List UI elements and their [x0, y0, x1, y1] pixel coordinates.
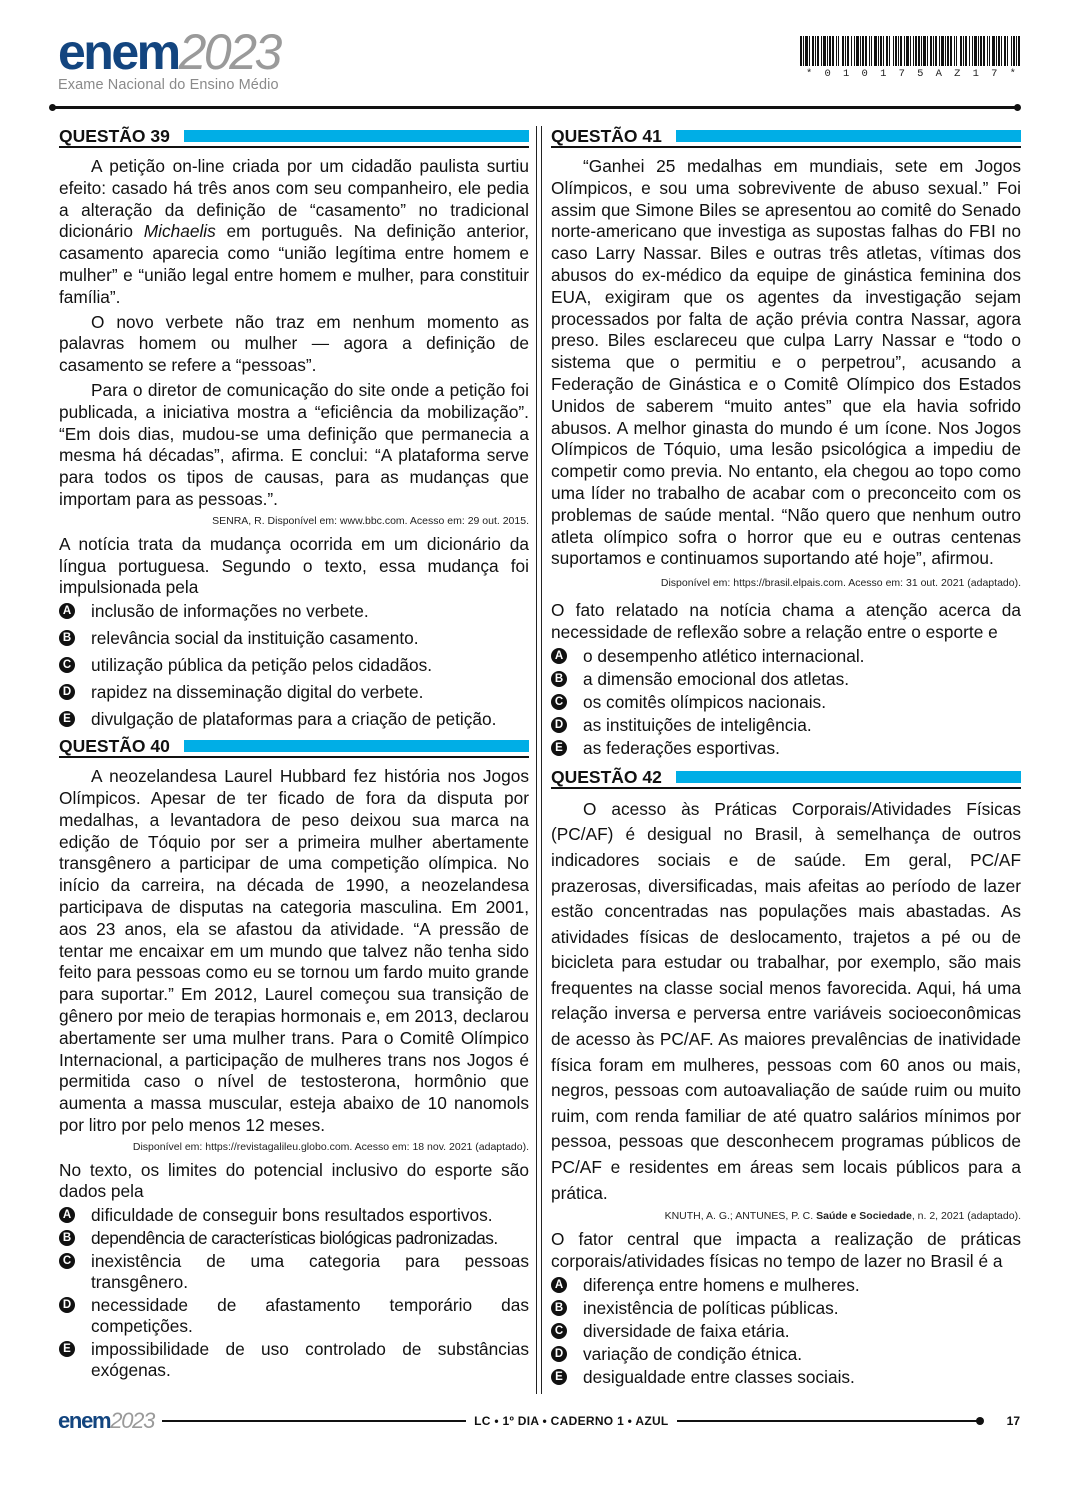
option-letter-icon: B [59, 1230, 75, 1246]
question-text: O acesso às Práticas Corporais/Atividades Físicas (PC/AF) é desigual no Brasil, à semelhança de outros indicadores sociais e de saúde. Em geral, PC/AF prazerosas, diversificadas, mais afeitas ao período de lazer estão concentradas nas populações mais abastadas. As atividades físicas de deslocamento, trajetos a pé ou de bicicleta para estudar ou trabalhar, por exemplo, são mais frequentes na classe social menos favorecida. Aqui, há uma relação inversa e perversa entre variáveis socioeconômicas de acesso às PC/AF. As maiores prevalências de inatividade física foram em mulheres, pessoas com 60 anos ou mais, negros, pessoas com autoavaliação de saúde ruim ou muito ruim, com renda familiar de até quatro salários mínimos por pessoa, pessoas que desconhecem programas públicos de PC/AF e residentes em áreas sem locais públicos para a prática. [551, 798, 1021, 1203]
option-letter-icon: D [551, 1346, 567, 1362]
option-b[interactable]: B inexistência de políticas públicas. [551, 1298, 1021, 1319]
footer-enem-logo: enem2023 [58, 1408, 155, 1433]
option-c[interactable]: C diversidade de faixa etária. [551, 1321, 1021, 1342]
option-letter-icon: C [59, 657, 75, 673]
question-text: O novo verbete não traz em nenhum momento as palavras homem ou mulher — agora a definição de casamento se refere a “pessoas”. [59, 311, 529, 376]
question-title: QUESTÃO 39 [59, 126, 170, 146]
option-letter-icon: A [551, 648, 567, 664]
option-e[interactable]: E desigualdade entre classes sociais. [551, 1367, 1021, 1388]
column-divider [536, 126, 542, 1394]
option-letter-icon: B [551, 671, 567, 687]
right-column [551, 126, 1021, 1390]
page-header [58, 24, 280, 93]
option-letter-icon: D [59, 684, 75, 700]
option-c[interactable]: C inexistência de uma categoria para pessoas transgênero. [59, 1251, 529, 1293]
option-d[interactable]: D as instituições de inteligência. [551, 715, 1021, 736]
question-header [551, 126, 1021, 148]
answer-options [551, 1275, 1021, 1388]
option-letter-icon: A [551, 1277, 567, 1293]
page-number: 17 [1006, 1414, 1021, 1428]
answer-options [551, 646, 1021, 759]
question-title: QUESTÃO 41 [551, 126, 662, 146]
question-accent-bar [676, 771, 1021, 783]
question-41 [551, 126, 1021, 759]
left-column [59, 126, 529, 1383]
question-accent-bar [676, 130, 1021, 142]
option-letter-icon: D [551, 717, 567, 733]
option-b[interactable]: B dependência de características biológicas padronizadas. [59, 1228, 529, 1249]
answer-options [59, 601, 529, 730]
question-text: Para o diretor de comunicação do site onde a petição foi publicada, a iniciativa mostra a “eficiência da mobilização”. “Em dois dias, mudou-se uma definição que permanecia a mesma há décadas”, afirma. E conclui: “A plataforma serve para todos os tipos de causas, para as mudanças que importam para as pessoas.”. [59, 379, 529, 509]
source-citation: SENRA, R. Disponível em: www.bbc.com. Acesso em: 29 out. 2015. [212, 514, 529, 527]
option-d[interactable]: D variação de condição étnica. [551, 1344, 1021, 1365]
question-39 [59, 126, 529, 730]
option-letter-icon: A [59, 1207, 75, 1223]
footer-rule [677, 1420, 981, 1422]
option-a[interactable]: A o desempenho atlético internacional. [551, 646, 1021, 667]
option-b[interactable]: B relevância social da instituição casamento. [59, 628, 529, 649]
question-accent-bar [184, 740, 529, 752]
footer-rule [162, 1420, 466, 1422]
option-e[interactable]: E impossibilidade de uso controlado de substâncias exógenas. [59, 1339, 529, 1381]
option-e[interactable]: E as federações esportivas. [551, 738, 1021, 759]
enem-logo: enem2023 [58, 24, 280, 80]
footer-caption: LC • 1º DIA • CADERNO 1 • AZUL [474, 1414, 669, 1428]
question-42 [551, 767, 1021, 1388]
option-c[interactable]: C os comitês olímpicos nacionais. [551, 692, 1021, 713]
option-d[interactable]: D rapidez na disseminação digital do verbete. [59, 682, 529, 703]
option-letter-icon: B [59, 630, 75, 646]
option-letter-icon: C [59, 1253, 75, 1269]
option-a[interactable]: A inclusão de informações no verbete. [59, 601, 529, 622]
question-text: A petição on-line criada por um cidadão paulista surtiu efeito: casado há três anos com seu companheiro, ele pedia a alteração da definição de “casamento” no tradicional dicionário Michaelis em português. Na definição anterior, casamento aparecia como “união legítima entre homem e mulher” e “união legal entre homem e mulher, para constituir família”. [59, 156, 529, 307]
option-letter-icon: E [551, 740, 567, 756]
source-citation: Disponível em: https://revistagalileu.globo.com. Acesso em: 18 nov. 2021 (adaptado). [132, 1140, 529, 1153]
question-title: QUESTÃO 40 [59, 736, 170, 757]
option-letter-icon: B [551, 1300, 567, 1316]
question-prompt: A notícia trata da mudança ocorrida em um dicionário da língua portuguesa. Segundo o texto, essa mudança foi impulsionada pela [59, 533, 529, 598]
source-citation: KNUTH, A. G.; ANTUNES, P. C. Saúde e Sociedade, n. 2, 2021 (adaptado). [664, 1210, 1021, 1223]
answer-options [59, 1205, 529, 1381]
option-b[interactable]: B a dimensão emocional dos atletas. [551, 669, 1021, 690]
logo-subtitle: Exame Nacional do Ensino Médio [58, 77, 279, 93]
question-accent-bar [184, 130, 529, 142]
header-rule [52, 106, 1018, 109]
question-header [59, 126, 529, 148]
question-header [59, 736, 529, 758]
option-letter-icon: E [551, 1369, 567, 1385]
option-e[interactable]: E divulgação de plataformas para a criação de petição. [59, 709, 529, 730]
question-text: “Ganhei 25 medalhas em mundiais, sete em Jogos Olímpicos, e sou uma sobrevivente de abuso sexual.” Foi assim que Simone Biles se apresentou ao comitê do Senado norte-americano que investiga as supostas falhas do FBI no caso Larry Nassar. Biles e outras três atletas, vítimas dos abusos do ex-médico da equipe de ginástica feminina dos EUA, exigiram que os agentes da investigação sejam processados por falta de ação prévia contra Nassar, agora preso. Biles esclareceu que culpa Larry Nassar e “todo o sistema que o permitiu e o perpetrou”, acusando a Federação de Ginástica e o Comitê Olímpico dos Estados Unidos de saberem “muito antes” que ela havia sofrido abusos. A melhor ginasta do mundo é um ícone. Nos Jogos Olímpicos de Tóquio, uma lesão psicológica a impediu de competir como previa. No entanto, ela chegou ao topo como uma líder no trabalho de acabar com o preconceito com os problemas de saúde mental. “Não quero que nenhum outro atleta olímpico sofra o horror que eu e outras centenas suportamos e continuamos suportando até hoje”, afirmou. [551, 156, 1021, 569]
question-prompt: No texto, os limites do potencial inclusivo do esporte são dados pela [59, 1159, 529, 1202]
option-letter-icon: D [59, 1297, 75, 1313]
option-letter-icon: E [59, 1341, 75, 1357]
option-letter-icon: A [59, 603, 75, 619]
option-a[interactable]: A dificuldade de conseguir bons resultados esportivos. [59, 1205, 529, 1226]
question-40 [59, 736, 529, 1381]
barcode-text: * 0 1 0 1 7 5 A Z 1 7 * [806, 68, 1016, 80]
question-title: QUESTÃO 42 [551, 766, 662, 787]
page-footer [58, 1409, 1020, 1433]
question-prompt: O fator central que impacta a realização de práticas corporais/atividades físicas no tempo de lazer no Brasil é a [551, 1229, 1021, 1272]
option-a[interactable]: A diferença entre homens e mulheres. [551, 1275, 1021, 1296]
option-d[interactable]: D necessidade de afastamento temporário das competições. [59, 1295, 529, 1337]
question-prompt: O fato relatado na notícia chama a atenção acerca da necessidade de reflexão sobre a relação entre o esporte e [551, 600, 1021, 642]
option-letter-icon: C [551, 694, 567, 710]
barcode [800, 36, 1022, 80]
question-text: A neozelandesa Laurel Hubbard fez história nos Jogos Olímpicos. Apesar de ter ficado de fora da disputa por medalhas, a levantadora de peso deixou sua marca na edição de Tóquio por ser a primeira mulher abertamente transgênero a participar de uma competição olímpica. No início da carreira, na década de 1990, a neozelandesa participava de disputas na categoria masculina. Em 2001, aos 23 anos, ela se afastou da atividade. “A pressão de tentar me encaixar em um mundo que talvez não tenha sido feito para pessoas como eu se tornou um fardo muito grande para suportar.” Em 2012, Laurel começou sua transição de gênero por meio de terapias hormonais e, em 2013, declarou abertamente ser uma mulher trans. Para o Comitê Olímpico Internacional, a participação de mulheres trans nos Jogos é permitida caso o nível de testosterona, hormônio que aumenta a massa muscular, esteja abaixo de 10 nanomols por litro por pelo menos 12 meses. [59, 766, 529, 1135]
source-citation: Disponível em: https://brasil.elpais.com. Acesso em: 31 out. 2021 (adaptado). [660, 577, 1021, 590]
option-letter-icon: E [59, 711, 75, 727]
option-letter-icon: C [551, 1323, 567, 1339]
option-c[interactable]: C utilização pública da petição pelos cidadãos. [59, 655, 529, 676]
question-header [551, 767, 1021, 789]
barcode-bars [800, 36, 1022, 66]
